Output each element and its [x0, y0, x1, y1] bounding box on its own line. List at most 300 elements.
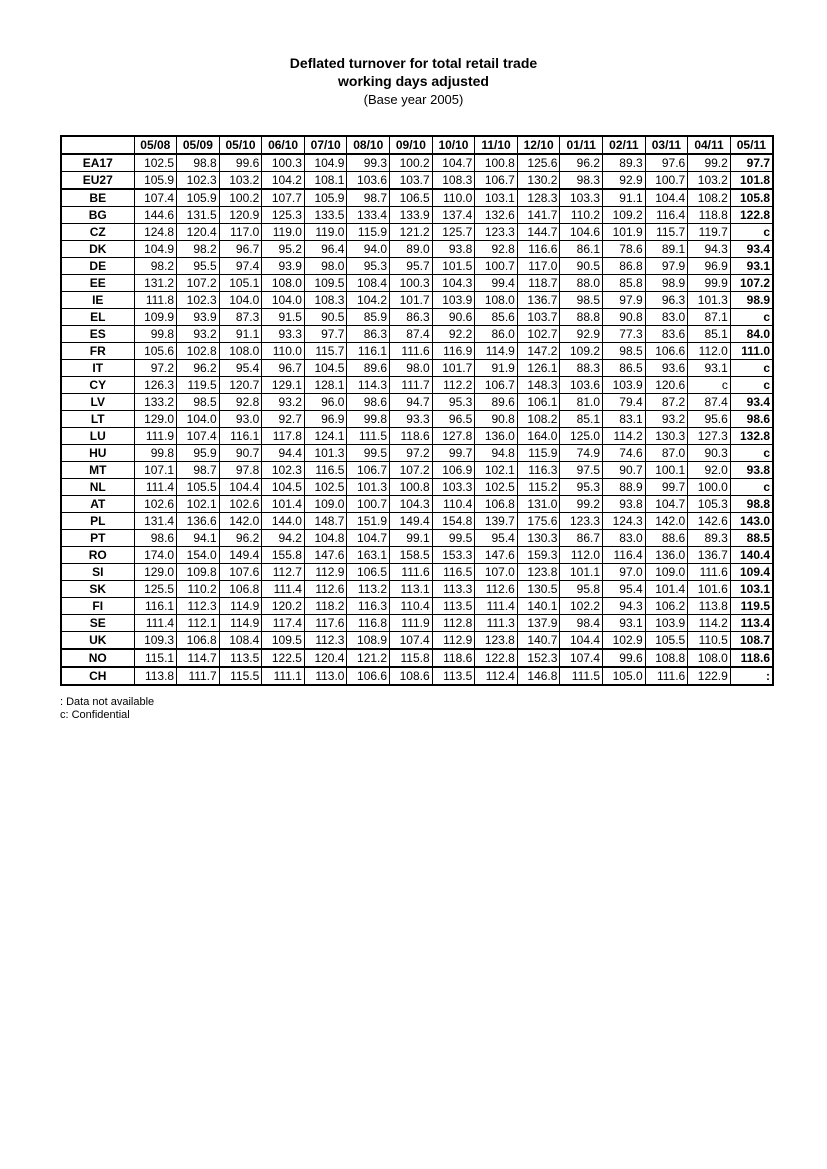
- row-label: UK: [61, 632, 134, 650]
- data-cell: 98.8: [730, 496, 773, 513]
- data-cell: 101.5: [432, 258, 475, 275]
- data-cell: 104.2: [347, 292, 390, 309]
- data-cell: 81.0: [560, 394, 603, 411]
- data-cell: 96.9: [304, 411, 347, 428]
- data-cell: 116.9: [432, 343, 475, 360]
- data-cell: 92.9: [603, 172, 646, 190]
- data-cell: 129.0: [134, 564, 177, 581]
- data-cell: 104.9: [304, 154, 347, 172]
- data-cell: 111.6: [688, 564, 731, 581]
- data-cell: 99.2: [688, 154, 731, 172]
- table-row: [61, 224, 773, 241]
- data-cell: 140.1: [517, 598, 560, 615]
- data-cell: 140.4: [730, 547, 773, 564]
- data-cell: 122.8: [730, 207, 773, 224]
- column-header: 09/10: [390, 136, 433, 154]
- data-cell: 87.1: [688, 309, 731, 326]
- data-cell: 90.7: [219, 445, 262, 462]
- data-cell: 88.8: [560, 309, 603, 326]
- data-cell: 124.8: [134, 224, 177, 241]
- data-cell: 99.3: [347, 154, 390, 172]
- data-cell: 111.6: [390, 564, 433, 581]
- table-row: [61, 581, 773, 598]
- data-cell: 106.7: [475, 172, 518, 190]
- data-cell: 91.5: [262, 309, 305, 326]
- column-header: 06/10: [262, 136, 305, 154]
- data-cell: 115.7: [645, 224, 688, 241]
- data-cell: 130.2: [517, 172, 560, 190]
- data-cell: 107.4: [560, 649, 603, 667]
- data-cell: 144.0: [262, 513, 305, 530]
- document-subtitle: working days adjusted: [338, 73, 489, 89]
- data-cell: 98.8: [177, 154, 220, 172]
- row-label: EL: [61, 309, 134, 326]
- data-cell: 104.0: [262, 292, 305, 309]
- data-cell: 112.6: [304, 581, 347, 598]
- data-cell: 111.6: [645, 667, 688, 685]
- table-row: [61, 309, 773, 326]
- data-cell: 101.3: [688, 292, 731, 309]
- data-cell: 113.1: [390, 581, 433, 598]
- data-cell: 98.6: [730, 411, 773, 428]
- data-cell: 125.0: [560, 428, 603, 445]
- data-cell: 117.8: [262, 428, 305, 445]
- data-cell: 115.1: [134, 649, 177, 667]
- row-label: HU: [61, 445, 134, 462]
- data-cell: 89.0: [390, 241, 433, 258]
- data-cell: 108.0: [262, 275, 305, 292]
- column-header: 01/11: [560, 136, 603, 154]
- document-title: Deflated turnover for total retail trade: [289, 55, 538, 71]
- table-row: [61, 496, 773, 513]
- data-cell: 122.5: [262, 649, 305, 667]
- data-cell: 112.3: [304, 632, 347, 650]
- data-cell: 93.4: [730, 394, 773, 411]
- data-cell: 86.5: [603, 360, 646, 377]
- data-cell: 93.9: [262, 258, 305, 275]
- data-cell: 109.9: [134, 309, 177, 326]
- data-cell: 99.9: [688, 275, 731, 292]
- data-cell: 106.7: [475, 377, 518, 394]
- data-cell: 95.4: [219, 360, 262, 377]
- data-cell: 113.3: [432, 581, 475, 598]
- data-cell: 101.4: [645, 581, 688, 598]
- data-cell: 86.3: [390, 309, 433, 326]
- data-cell: 103.7: [390, 172, 433, 190]
- data-cell: c: [730, 445, 773, 462]
- data-cell: 148.3: [517, 377, 560, 394]
- data-cell: 118.6: [390, 428, 433, 445]
- data-cell: 124.3: [603, 513, 646, 530]
- data-cell: 111.4: [475, 598, 518, 615]
- data-cell: 106.8: [177, 632, 220, 650]
- data-cell: 116.4: [603, 547, 646, 564]
- data-cell: 97.6: [645, 154, 688, 172]
- data-cell: 102.7: [517, 326, 560, 343]
- data-cell: 103.1: [475, 189, 518, 207]
- row-label: EU27: [61, 172, 134, 190]
- data-cell: 109.2: [560, 343, 603, 360]
- data-cell: 107.4: [134, 189, 177, 207]
- table-body: [61, 154, 773, 685]
- data-cell: 130.3: [517, 530, 560, 547]
- data-cell: 101.1: [560, 564, 603, 581]
- data-cell: 95.9: [177, 445, 220, 462]
- data-cell: 137.9: [517, 615, 560, 632]
- table-row: [61, 428, 773, 445]
- data-cell: 102.3: [262, 462, 305, 479]
- data-cell: 108.3: [304, 292, 347, 309]
- data-cell: 109.0: [645, 564, 688, 581]
- row-label: FR: [61, 343, 134, 360]
- data-cell: 98.9: [645, 275, 688, 292]
- data-cell: 108.9: [347, 632, 390, 650]
- data-cell: 108.8: [645, 649, 688, 667]
- data-cell: 110.0: [432, 189, 475, 207]
- row-label: FI: [61, 598, 134, 615]
- data-cell: 78.6: [603, 241, 646, 258]
- data-cell: 149.4: [219, 547, 262, 564]
- data-cell: 125.3: [262, 207, 305, 224]
- header-row: [61, 136, 773, 154]
- row-label: MT: [61, 462, 134, 479]
- data-cell: 96.2: [177, 360, 220, 377]
- data-cell: 111.1: [262, 667, 305, 685]
- data-cell: 85.9: [347, 309, 390, 326]
- row-label: DE: [61, 258, 134, 275]
- data-cell: 104.7: [347, 530, 390, 547]
- data-cell: 94.8: [475, 445, 518, 462]
- data-cell: 94.3: [603, 598, 646, 615]
- data-cell: 105.5: [177, 479, 220, 496]
- data-cell: 105.3: [688, 496, 731, 513]
- turnover-table: [60, 135, 774, 686]
- column-header: 02/11: [603, 136, 646, 154]
- table-row: [61, 530, 773, 547]
- data-cell: 95.4: [475, 530, 518, 547]
- data-cell: 109.4: [730, 564, 773, 581]
- table-row: [61, 394, 773, 411]
- data-cell: 127.3: [688, 428, 731, 445]
- data-cell: :: [730, 667, 773, 685]
- data-cell: 85.1: [688, 326, 731, 343]
- data-cell: 103.9: [603, 377, 646, 394]
- data-cell: 155.8: [262, 547, 305, 564]
- data-cell: 103.3: [560, 189, 603, 207]
- data-cell: 113.0: [304, 667, 347, 685]
- data-cell: 99.8: [347, 411, 390, 428]
- data-cell: 93.4: [730, 241, 773, 258]
- data-cell: 105.1: [219, 275, 262, 292]
- data-cell: 113.4: [730, 615, 773, 632]
- row-label: AT: [61, 496, 134, 513]
- data-cell: 95.8: [560, 581, 603, 598]
- data-cell: 146.8: [517, 667, 560, 685]
- data-cell: 131.0: [517, 496, 560, 513]
- data-cell: 108.2: [688, 189, 731, 207]
- data-cell: 112.2: [432, 377, 475, 394]
- data-cell: 99.8: [134, 326, 177, 343]
- data-cell: 100.3: [390, 275, 433, 292]
- data-cell: 94.4: [262, 445, 305, 462]
- data-cell: c: [730, 360, 773, 377]
- row-label: SK: [61, 581, 134, 598]
- data-cell: 90.8: [603, 309, 646, 326]
- data-cell: 123.8: [517, 564, 560, 581]
- row-label: BE: [61, 189, 134, 207]
- data-cell: 102.6: [134, 496, 177, 513]
- data-cell: 90.7: [603, 462, 646, 479]
- data-cell: 119.5: [177, 377, 220, 394]
- data-cell: 104.0: [177, 411, 220, 428]
- table-row: [61, 513, 773, 530]
- data-cell: 119.5: [730, 598, 773, 615]
- data-cell: 105.8: [730, 189, 773, 207]
- data-cell: 74.6: [603, 445, 646, 462]
- data-cell: 108.0: [219, 343, 262, 360]
- data-cell: 99.1: [390, 530, 433, 547]
- data-cell: 93.1: [603, 615, 646, 632]
- data-cell: 101.6: [688, 581, 731, 598]
- table-row: [61, 462, 773, 479]
- table-row: [61, 326, 773, 343]
- data-cell: 113.2: [347, 581, 390, 598]
- data-cell: 103.2: [219, 172, 262, 190]
- data-cell: 111.9: [390, 615, 433, 632]
- data-cell: 114.9: [219, 598, 262, 615]
- row-label: BG: [61, 207, 134, 224]
- data-cell: 93.2: [645, 411, 688, 428]
- data-cell: 118.6: [432, 649, 475, 667]
- data-cell: 88.9: [603, 479, 646, 496]
- data-cell: 111.4: [134, 479, 177, 496]
- data-cell: 88.3: [560, 360, 603, 377]
- table-row: [61, 445, 773, 462]
- column-header: 07/10: [304, 136, 347, 154]
- data-cell: 133.2: [134, 394, 177, 411]
- data-cell: 114.2: [603, 428, 646, 445]
- data-cell: 89.3: [688, 530, 731, 547]
- data-cell: 93.1: [730, 258, 773, 275]
- data-cell: 106.5: [347, 564, 390, 581]
- data-cell: 94.7: [390, 394, 433, 411]
- column-header: 12/10: [517, 136, 560, 154]
- data-cell: 83.1: [603, 411, 646, 428]
- data-cell: 107.6: [219, 564, 262, 581]
- data-cell: 95.6: [688, 411, 731, 428]
- data-cell: 142.6: [688, 513, 731, 530]
- data-cell: 106.6: [347, 667, 390, 685]
- data-cell: 93.2: [262, 394, 305, 411]
- data-cell: 154.8: [432, 513, 475, 530]
- data-cell: 106.7: [347, 462, 390, 479]
- data-cell: 112.8: [432, 615, 475, 632]
- data-cell: 126.3: [134, 377, 177, 394]
- data-cell: 109.5: [304, 275, 347, 292]
- data-cell: 101.4: [262, 496, 305, 513]
- table-row: [61, 547, 773, 564]
- data-cell: 128.3: [517, 189, 560, 207]
- data-cell: 113.8: [688, 598, 731, 615]
- row-label: CY: [61, 377, 134, 394]
- table-row: [61, 258, 773, 275]
- data-cell: 113.8: [134, 667, 177, 685]
- data-cell: 100.1: [645, 462, 688, 479]
- data-cell: 149.4: [390, 513, 433, 530]
- data-cell: 95.3: [347, 258, 390, 275]
- data-cell: 97.0: [603, 564, 646, 581]
- data-cell: 122.9: [688, 667, 731, 685]
- data-cell: 111.8: [134, 292, 177, 309]
- footnote-not-available: : Data not available: [60, 696, 155, 708]
- data-cell: 111.7: [390, 377, 433, 394]
- data-cell: 119.0: [262, 224, 305, 241]
- data-cell: 104.7: [432, 154, 475, 172]
- column-header: 11/10: [475, 136, 518, 154]
- data-cell: 106.9: [432, 462, 475, 479]
- data-cell: 131.2: [134, 275, 177, 292]
- data-cell: 110.2: [560, 207, 603, 224]
- data-cell: 93.3: [390, 411, 433, 428]
- data-cell: 107.1: [134, 462, 177, 479]
- data-cell: 153.3: [432, 547, 475, 564]
- data-cell: 104.6: [560, 224, 603, 241]
- data-cell: 83.0: [645, 309, 688, 326]
- data-cell: 136.7: [517, 292, 560, 309]
- row-label: PT: [61, 530, 134, 547]
- data-cell: 97.7: [304, 326, 347, 343]
- row-label: IE: [61, 292, 134, 309]
- data-cell: 103.3: [432, 479, 475, 496]
- data-cell: 104.0: [219, 292, 262, 309]
- data-cell: 107.2: [390, 462, 433, 479]
- data-cell: 131.5: [177, 207, 220, 224]
- data-cell: 97.4: [219, 258, 262, 275]
- data-cell: 112.9: [304, 564, 347, 581]
- data-cell: 111.6: [390, 343, 433, 360]
- row-label: SE: [61, 615, 134, 632]
- data-cell: 112.0: [560, 547, 603, 564]
- data-cell: 118.2: [304, 598, 347, 615]
- data-cell: 102.3: [177, 292, 220, 309]
- data-cell: 115.8: [390, 649, 433, 667]
- data-cell: 96.2: [219, 530, 262, 547]
- data-cell: 98.3: [560, 172, 603, 190]
- table-row: [61, 275, 773, 292]
- data-cell: 99.4: [475, 275, 518, 292]
- data-cell: 108.0: [688, 649, 731, 667]
- data-cell: 121.2: [390, 224, 433, 241]
- data-cell: 104.2: [262, 172, 305, 190]
- data-cell: 99.6: [603, 649, 646, 667]
- data-cell: 91.1: [603, 189, 646, 207]
- data-cell: 116.1: [219, 428, 262, 445]
- data-cell: 114.7: [177, 649, 220, 667]
- data-cell: 104.3: [432, 275, 475, 292]
- data-cell: 116.1: [347, 343, 390, 360]
- data-cell: 139.7: [475, 513, 518, 530]
- data-cell: 111.5: [560, 667, 603, 685]
- data-cell: 104.4: [219, 479, 262, 496]
- data-cell: 116.8: [347, 615, 390, 632]
- data-cell: 111.7: [177, 667, 220, 685]
- data-cell: 115.9: [347, 224, 390, 241]
- data-cell: 98.0: [304, 258, 347, 275]
- data-cell: 95.3: [432, 394, 475, 411]
- data-cell: 114.9: [475, 343, 518, 360]
- data-cell: 142.0: [645, 513, 688, 530]
- data-cell: 94.0: [347, 241, 390, 258]
- data-cell: 102.1: [177, 496, 220, 513]
- data-cell: 130.5: [517, 581, 560, 598]
- data-cell: 98.2: [177, 241, 220, 258]
- data-cell: 102.6: [219, 496, 262, 513]
- table-row: [61, 360, 773, 377]
- data-cell: 103.7: [517, 309, 560, 326]
- row-label: ES: [61, 326, 134, 343]
- data-cell: 119.0: [304, 224, 347, 241]
- data-cell: 120.4: [177, 224, 220, 241]
- data-cell: 95.5: [177, 258, 220, 275]
- data-cell: 104.5: [304, 360, 347, 377]
- data-cell: 86.3: [347, 326, 390, 343]
- data-cell: 105.9: [304, 189, 347, 207]
- data-cell: 136.0: [645, 547, 688, 564]
- data-cell: 93.1: [688, 360, 731, 377]
- data-cell: 112.3: [177, 598, 220, 615]
- table-row: [61, 154, 773, 172]
- footnotes: [60, 696, 154, 722]
- data-cell: 100.7: [475, 258, 518, 275]
- data-cell: 99.6: [219, 154, 262, 172]
- data-cell: 106.8: [219, 581, 262, 598]
- data-cell: 131.4: [134, 513, 177, 530]
- data-cell: 108.0: [475, 292, 518, 309]
- data-cell: 111.4: [134, 615, 177, 632]
- data-cell: 95.2: [262, 241, 305, 258]
- data-cell: 88.6: [645, 530, 688, 547]
- data-cell: c: [730, 377, 773, 394]
- data-cell: 128.1: [304, 377, 347, 394]
- data-cell: 120.2: [262, 598, 305, 615]
- data-cell: 83.0: [603, 530, 646, 547]
- data-cell: 120.6: [645, 377, 688, 394]
- data-cell: 109.2: [603, 207, 646, 224]
- data-cell: 98.4: [560, 615, 603, 632]
- data-cell: 100.7: [347, 496, 390, 513]
- row-label: RO: [61, 547, 134, 564]
- data-cell: 93.0: [219, 411, 262, 428]
- data-cell: 94.1: [177, 530, 220, 547]
- data-cell: 121.2: [347, 649, 390, 667]
- data-cell: 104.4: [560, 632, 603, 650]
- data-cell: 97.9: [645, 258, 688, 275]
- data-cell: 102.1: [475, 462, 518, 479]
- data-cell: 107.4: [390, 632, 433, 650]
- data-cell: 87.0: [645, 445, 688, 462]
- row-label: EE: [61, 275, 134, 292]
- table-row: [61, 598, 773, 615]
- data-cell: 95.4: [603, 581, 646, 598]
- data-cell: 99.5: [347, 445, 390, 462]
- data-cell: 86.7: [560, 530, 603, 547]
- data-cell: 111.3: [475, 615, 518, 632]
- data-cell: 117.4: [262, 615, 305, 632]
- column-header: 08/10: [347, 136, 390, 154]
- data-cell: 137.4: [432, 207, 475, 224]
- data-cell: 133.9: [390, 207, 433, 224]
- data-cell: 86.0: [475, 326, 518, 343]
